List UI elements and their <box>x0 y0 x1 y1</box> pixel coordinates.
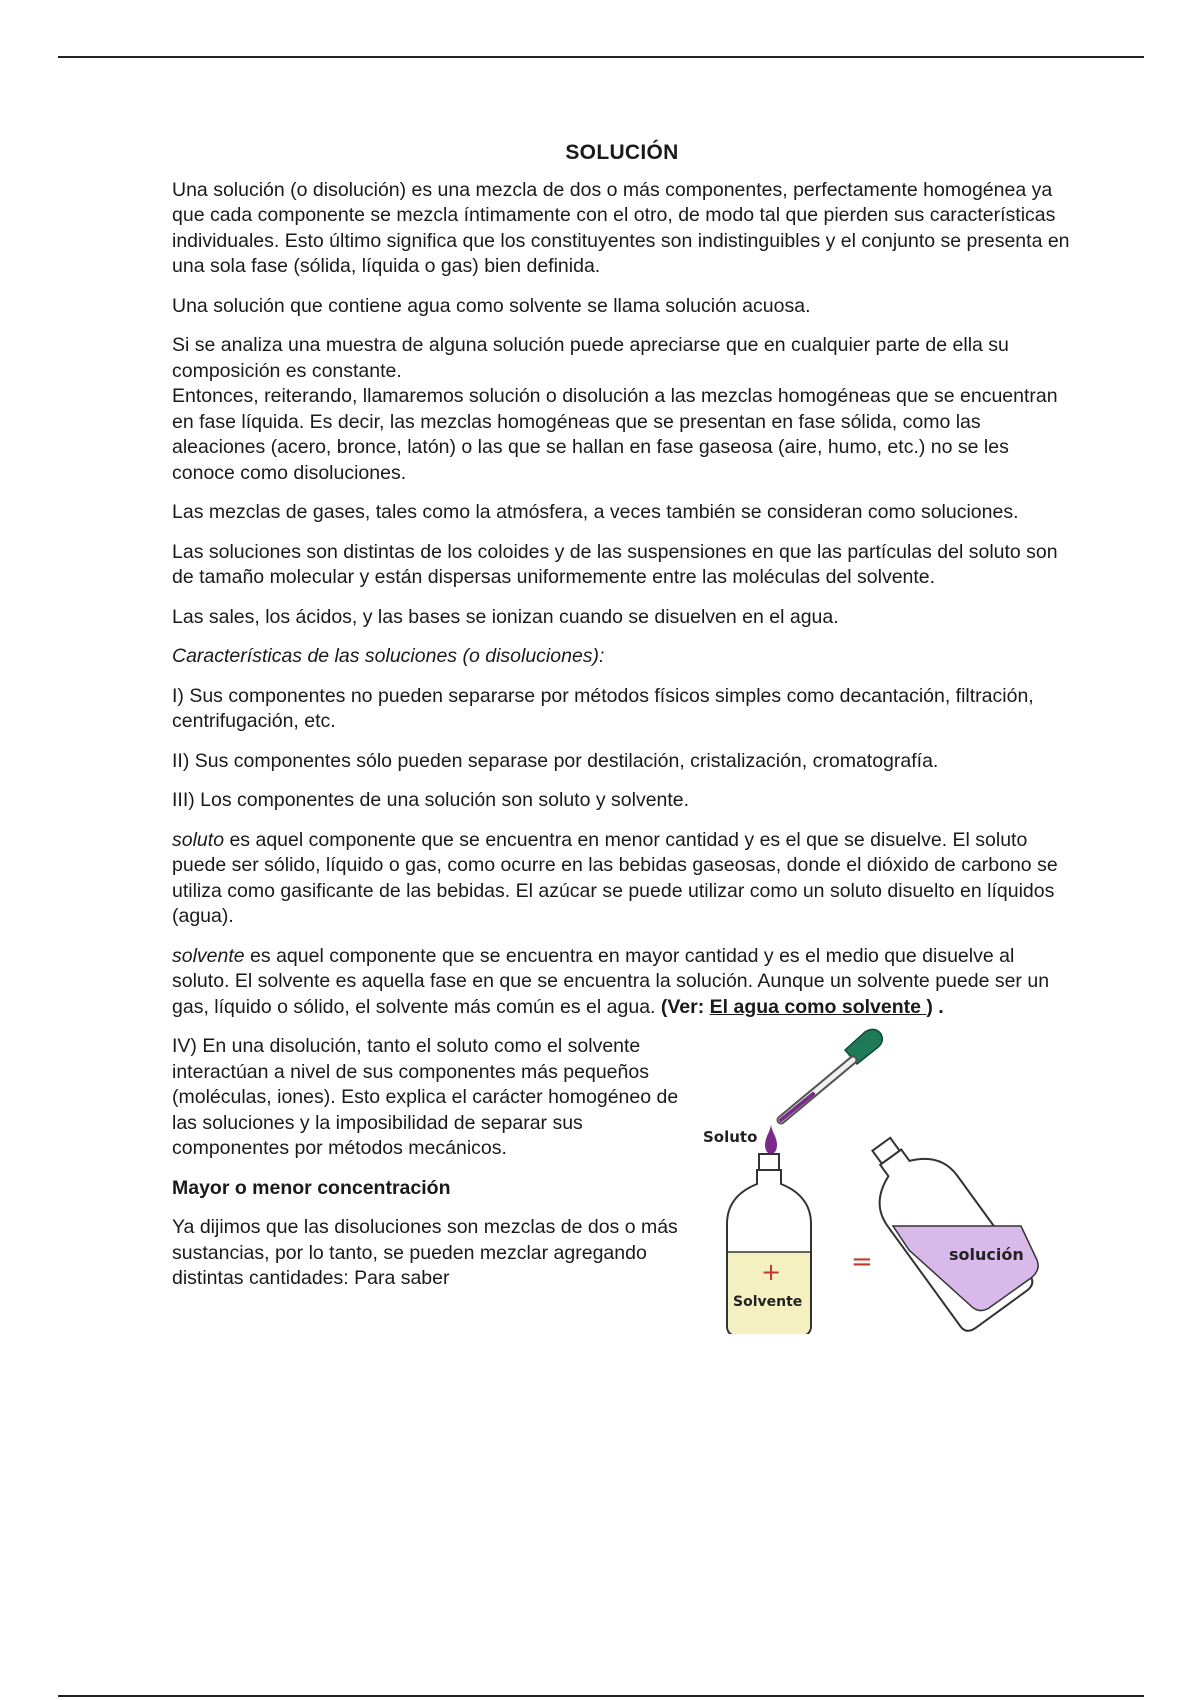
paragraph-colloids: Las soluciones son distintas de los coloides y de las suspensiones en que las partículas del soluto son de tamaño molecular y están dispersas uniformemente entre las moléculas del solvente. <box>172 540 1058 588</box>
paragraph-homogeneous: Entonces, reiterando, llamaremos solución o disolución a las mezclas homogéneas que se encuentran en fase líquida. Es decir, las mezclas homogéneas que se presentan en fase sólida, como las aleaciones (acero, bronce, latón) o las que se hallan en fase gaseosa (aire, humo, etc.) no se les conoce como disoluciones. <box>172 385 1058 484</box>
characteristic-4: IV) En una disolución, tanto el soluto como el solvente interactúan a nivel de sus componentes más pequeños (moléculas, iones). Esto explica el carácter homogéneo de las soluciones y la imposibilidad de separar sus componentes por métodos mecánicos. <box>172 1035 679 1159</box>
drop-icon <box>765 1124 777 1154</box>
characteristic-1: I) Sus componentes no pueden separarse por métodos físicos simples como decantación, filtración, centrifugación, etc. <box>172 684 1034 732</box>
document-body <box>172 140 1072 1310</box>
solvente-definition: es aquel componente que se encuentra en mayor cantidad y es el medio que disuelve al soluto. El solvente es aquella fase en que se encuentra la solución. Aunque un solvente puede ser un gas, líquido o sólido, el solvente más común es el agua. <box>172 944 1050 1018</box>
solution-diagram <box>695 1024 1055 1334</box>
paragraph-solvente <box>172 944 1072 1021</box>
paragraph-definition: Una solución (o disolución) es una mezcla de dos o más componentes, perfectamente homogénea ya que cada componente se mezcla íntimamente con el otro, de modo tal que pierden sus características individuales. Esto último significa que los constituyentes son indistinguibles y el conjunto se presenta en una sola fase (sólida, líquida o gas) bien definida. <box>172 178 1070 277</box>
solvente-term: solvente <box>172 944 245 967</box>
solvente-label: Solvente <box>733 1294 803 1310</box>
solucion-label: solución <box>949 1245 1024 1264</box>
solution-illustration <box>695 1024 1055 1334</box>
text-column <box>172 1034 692 1292</box>
dropper-icon <box>781 1029 882 1120</box>
soluto-definition: es aquel componente que se encuentra en menor cantidad y es el que se disuelve. El soluto puede ser sólido, líquido o gas, como ocurre en las bebidas gaseosas, donde el dióxido de carbono se utiliza como gasificante de las bebidas. El azúcar se puede utilizar como un soluto disuelto en líquidos (agua). <box>172 828 1058 927</box>
paragraph-gases: Las mezclas de gases, tales como la atmósfera, a veces también se consideran como soluciones. <box>172 501 1019 523</box>
ver-label: (Ver: <box>660 995 710 1018</box>
paragraph-aqueous: Una solución que contiene agua como solvente se llama solución acuosa. <box>172 294 811 317</box>
soluto-term: soluto <box>172 828 225 851</box>
agua-solvente-link[interactable]: El agua como solvente <box>709 995 927 1018</box>
characteristics-heading: Características de las soluciones (o disoluciones): <box>172 645 605 667</box>
plus-sign: + <box>761 1258 782 1286</box>
page-title: SOLUCIÓN <box>565 141 679 164</box>
paragraph-concentration: Ya dijimos que las disoluciones son mezclas de dos o más sustancias, por lo tanto, se pueden mezclar agregando distintas cantidades: Para saber <box>172 1216 678 1289</box>
ver-close: ) . <box>926 995 944 1018</box>
characteristic-2: II) Sus componentes sólo pueden separase por destilación, cristalización, cromatografía. <box>172 749 939 772</box>
concentration-heading: Mayor o menor concentración <box>172 1176 451 1199</box>
paragraph-ionize: Las sales, los ácidos, y las bases se ionizan cuando se disuelven en el agua. <box>172 605 839 628</box>
illustrated-section <box>172 1034 1072 1310</box>
paragraph-soluto <box>172 828 1072 930</box>
equals-sign: = <box>851 1247 873 1277</box>
paragraph-composition: Si se analiza una muestra de alguna solución puede apreciarse que en cualquier parte de ella su composición es constante. <box>172 334 1009 382</box>
footer-rule <box>58 1695 1144 1697</box>
soluto-label: Soluto <box>703 1128 758 1146</box>
header-rule <box>58 56 1144 58</box>
characteristic-3: III) Los componentes de una solución son soluto y solvente. <box>172 789 690 811</box>
